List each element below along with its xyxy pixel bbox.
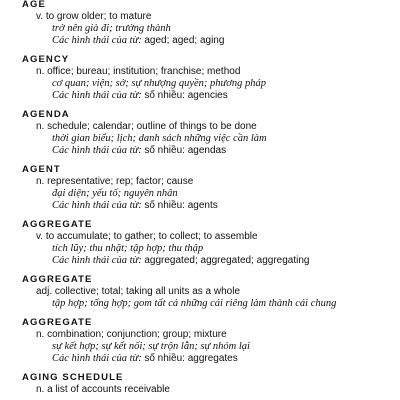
word-forms <box>0 35 400 47</box>
headword: AGE <box>22 0 46 10</box>
entry-aggregate-noun <box>0 316 400 365</box>
english-definition: v. to grow older; to mature <box>36 11 152 22</box>
word-forms-label: Các hình thái của từ: <box>52 255 142 266</box>
vietnamese-translation: sự kết hợp; sự kết nối; sự trộn lẫn; sự nhóm lại <box>52 341 250 352</box>
word-forms-value: aged; aged; aging <box>144 35 225 46</box>
headword: AGENCY <box>22 54 70 65</box>
headword: AGING SCHEDULE <box>22 372 124 383</box>
word-forms <box>0 145 400 157</box>
english-definition: v. to accumulate; to gather; to collect; to assemble <box>36 231 258 242</box>
english-definition: n. office; bureau; institution; franchise; method <box>36 66 241 77</box>
word-forms <box>0 255 400 267</box>
word-forms-label: Các hình thái của từ: <box>52 35 142 46</box>
word-forms-label: Các hình thái của từ: <box>52 200 142 211</box>
entry-agenda <box>0 108 400 157</box>
word-forms-label: Các hình thái của từ: <box>52 353 142 364</box>
headword: AGGREGATE <box>22 219 93 230</box>
word-forms-value: số nhiều: agendas <box>144 145 227 156</box>
headword: AGENDA <box>22 109 70 120</box>
vietnamese-translation: trở nên già đi; trưởng thành <box>52 23 171 34</box>
vietnamese-translation: đại diện; yếu tố; nguyên nhân <box>52 188 178 199</box>
english-definition: n. combination; conjunction; group; mixture <box>36 329 227 340</box>
entry-aggregate-adjective <box>0 273 400 310</box>
word-forms-value: số nhiều: agents <box>144 200 218 211</box>
headword: AGGREGATE <box>22 274 93 285</box>
word-forms <box>0 353 400 365</box>
word-forms-label: Các hình thái của từ: <box>52 90 142 101</box>
word-forms-value: aggregated; aggregated; aggregating <box>144 255 310 266</box>
entry-aggregate-verb <box>0 218 400 267</box>
word-forms <box>0 90 400 102</box>
headword: AGGREGATE <box>22 317 93 328</box>
entry-agent <box>0 163 400 212</box>
english-definition: n. schedule; calendar; outline of things to be done <box>36 121 257 132</box>
vietnamese-translation: cơ quan; viện; sở; sự nhượng quyền; phương pháp <box>52 78 266 89</box>
entry-aging-schedule <box>0 371 400 396</box>
word-forms <box>0 200 400 212</box>
english-definition: n. representative; rep; factor; cause <box>36 176 194 187</box>
headword: AGENT <box>22 164 61 175</box>
word-forms-value: số nhiều: agencies <box>144 90 228 101</box>
entry-agency <box>0 53 400 102</box>
vietnamese-translation: thời gian biểu; lịch; danh sách những việc cần làm <box>52 133 267 144</box>
english-definition: n. a list of accounts receivable <box>36 384 170 395</box>
entry-age <box>0 0 400 47</box>
vietnamese-translation: tích lũy; thu nhặt; tập hợp; thu thập <box>52 243 204 254</box>
word-forms-value: số nhiều: aggregates <box>144 353 238 364</box>
word-forms-label: Các hình thái của từ: <box>52 145 142 156</box>
vietnamese-translation: tập hợp; tổng hợp; gom tất cả những cái riêng làm thành cái chung <box>52 298 337 309</box>
english-definition: adj. collective; total; taking all units as a whole <box>36 286 240 297</box>
